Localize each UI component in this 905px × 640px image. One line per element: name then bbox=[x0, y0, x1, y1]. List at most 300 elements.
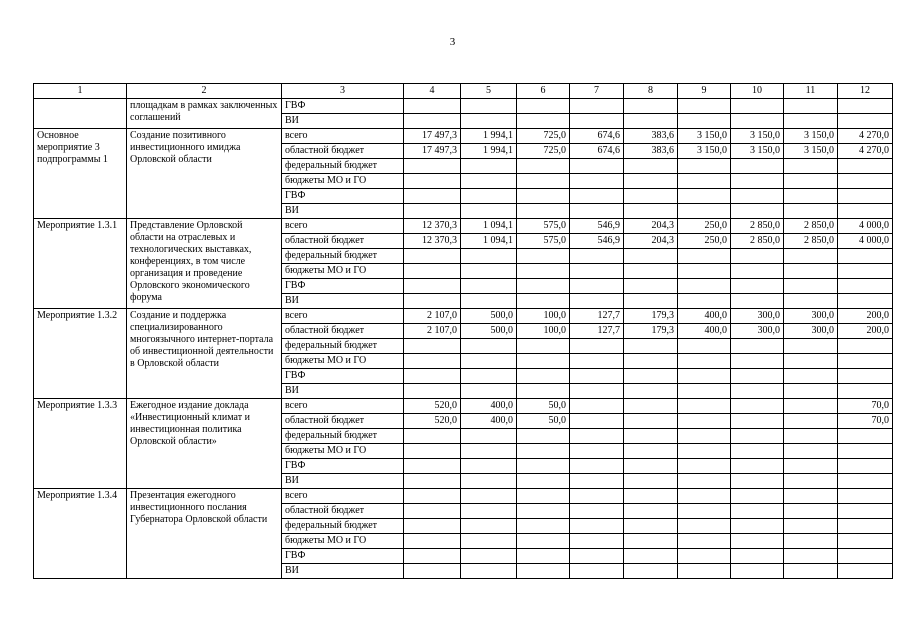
value-cell bbox=[517, 174, 570, 189]
value-cell bbox=[624, 534, 678, 549]
value-cell bbox=[570, 99, 624, 114]
value-cell bbox=[517, 384, 570, 399]
value-cell: 2 850,0 bbox=[784, 219, 838, 234]
value-cell bbox=[838, 489, 893, 504]
value-cell bbox=[624, 489, 678, 504]
funding-source-cell: бюджеты МО и ГО bbox=[282, 534, 404, 549]
funding-source-cell: федеральный бюджет bbox=[282, 519, 404, 534]
value-cell bbox=[678, 204, 731, 219]
value-cell bbox=[731, 204, 784, 219]
value-cell bbox=[570, 249, 624, 264]
header-cell: 11 bbox=[784, 84, 838, 99]
value-cell bbox=[461, 474, 517, 489]
value-cell bbox=[838, 114, 893, 129]
value-cell bbox=[517, 204, 570, 219]
value-cell bbox=[678, 504, 731, 519]
value-cell bbox=[624, 279, 678, 294]
funding-source-cell: ВИ bbox=[282, 564, 404, 579]
value-cell bbox=[678, 384, 731, 399]
value-cell bbox=[517, 489, 570, 504]
value-cell: 500,0 bbox=[461, 324, 517, 339]
value-cell bbox=[461, 249, 517, 264]
value-cell bbox=[678, 399, 731, 414]
value-cell bbox=[570, 384, 624, 399]
value-cell bbox=[461, 444, 517, 459]
value-cell: 250,0 bbox=[678, 219, 731, 234]
value-cell bbox=[838, 444, 893, 459]
activity-code-cell bbox=[34, 99, 127, 129]
value-cell: 70,0 bbox=[838, 399, 893, 414]
value-cell bbox=[461, 354, 517, 369]
value-cell bbox=[678, 174, 731, 189]
value-cell bbox=[461, 189, 517, 204]
value-cell bbox=[624, 414, 678, 429]
value-cell bbox=[678, 339, 731, 354]
value-cell bbox=[624, 444, 678, 459]
value-cell: 400,0 bbox=[461, 414, 517, 429]
value-cell bbox=[404, 474, 461, 489]
value-cell: 400,0 bbox=[678, 309, 731, 324]
value-cell bbox=[404, 354, 461, 369]
value-cell bbox=[838, 504, 893, 519]
value-cell bbox=[404, 534, 461, 549]
activity-code-cell: Мероприятие 1.3.1 bbox=[34, 219, 127, 309]
value-cell: 2 850,0 bbox=[731, 234, 784, 249]
value-cell bbox=[838, 204, 893, 219]
value-cell bbox=[624, 294, 678, 309]
value-cell bbox=[404, 174, 461, 189]
value-cell bbox=[678, 264, 731, 279]
value-cell: 400,0 bbox=[678, 324, 731, 339]
value-cell bbox=[404, 249, 461, 264]
value-cell bbox=[731, 249, 784, 264]
value-cell bbox=[678, 279, 731, 294]
value-cell bbox=[678, 564, 731, 579]
value-cell: 200,0 bbox=[838, 324, 893, 339]
value-cell bbox=[784, 564, 838, 579]
value-cell bbox=[731, 534, 784, 549]
value-cell bbox=[517, 354, 570, 369]
header-cell: 10 bbox=[731, 84, 784, 99]
value-cell bbox=[461, 99, 517, 114]
value-cell bbox=[624, 189, 678, 204]
table-row bbox=[34, 219, 893, 234]
value-cell: 127,7 bbox=[570, 309, 624, 324]
value-cell bbox=[570, 444, 624, 459]
value-cell bbox=[461, 294, 517, 309]
value-cell: 520,0 bbox=[404, 414, 461, 429]
value-cell bbox=[678, 369, 731, 384]
value-cell bbox=[731, 369, 784, 384]
value-cell bbox=[404, 429, 461, 444]
value-cell: 1 094,1 bbox=[461, 219, 517, 234]
value-cell: 50,0 bbox=[517, 399, 570, 414]
value-cell bbox=[404, 264, 461, 279]
header-cell: 12 bbox=[838, 84, 893, 99]
funding-source-cell: бюджеты МО и ГО bbox=[282, 264, 404, 279]
value-cell: 3 150,0 bbox=[678, 144, 731, 159]
funding-source-cell: ГВФ bbox=[282, 369, 404, 384]
value-cell bbox=[570, 459, 624, 474]
value-cell bbox=[517, 429, 570, 444]
page-number: 3 bbox=[449, 36, 456, 48]
value-cell bbox=[461, 534, 517, 549]
value-cell bbox=[570, 519, 624, 534]
value-cell: 546,9 bbox=[570, 234, 624, 249]
value-cell: 674,6 bbox=[570, 144, 624, 159]
value-cell bbox=[404, 159, 461, 174]
funding-source-cell: областной бюджет bbox=[282, 144, 404, 159]
value-cell: 500,0 bbox=[461, 309, 517, 324]
value-cell bbox=[731, 114, 784, 129]
value-cell bbox=[678, 429, 731, 444]
value-cell: 3 150,0 bbox=[784, 129, 838, 144]
value-cell: 575,0 bbox=[517, 219, 570, 234]
value-cell bbox=[784, 114, 838, 129]
value-cell bbox=[838, 279, 893, 294]
value-cell: 4 000,0 bbox=[838, 234, 893, 249]
value-cell bbox=[731, 354, 784, 369]
value-cell bbox=[461, 489, 517, 504]
value-cell: 2 850,0 bbox=[731, 219, 784, 234]
funding-source-cell: ГВФ bbox=[282, 459, 404, 474]
value-cell bbox=[784, 384, 838, 399]
value-cell: 70,0 bbox=[838, 414, 893, 429]
value-cell bbox=[624, 399, 678, 414]
value-cell bbox=[784, 99, 838, 114]
value-cell bbox=[461, 114, 517, 129]
value-cell: 520,0 bbox=[404, 399, 461, 414]
value-cell bbox=[678, 249, 731, 264]
value-cell: 400,0 bbox=[461, 399, 517, 414]
value-cell bbox=[838, 519, 893, 534]
value-cell bbox=[517, 564, 570, 579]
value-cell: 3 150,0 bbox=[731, 129, 784, 144]
value-cell bbox=[624, 114, 678, 129]
value-cell bbox=[731, 279, 784, 294]
value-cell bbox=[784, 504, 838, 519]
funding-source-cell: ВИ bbox=[282, 474, 404, 489]
value-cell bbox=[517, 249, 570, 264]
funding-source-cell: ВИ bbox=[282, 204, 404, 219]
value-cell bbox=[784, 549, 838, 564]
value-cell bbox=[461, 339, 517, 354]
value-cell bbox=[570, 399, 624, 414]
value-cell bbox=[838, 159, 893, 174]
value-cell bbox=[731, 459, 784, 474]
value-cell bbox=[731, 384, 784, 399]
value-cell: 300,0 bbox=[784, 309, 838, 324]
value-cell bbox=[570, 369, 624, 384]
value-cell bbox=[624, 369, 678, 384]
activity-code-cell: Мероприятие 1.3.4 bbox=[34, 489, 127, 579]
header-cell: 3 bbox=[282, 84, 404, 99]
value-cell bbox=[731, 189, 784, 204]
value-cell bbox=[784, 369, 838, 384]
value-cell bbox=[517, 99, 570, 114]
value-cell: 1 994,1 bbox=[461, 144, 517, 159]
value-cell bbox=[678, 354, 731, 369]
value-cell bbox=[461, 279, 517, 294]
value-cell bbox=[784, 489, 838, 504]
value-cell bbox=[404, 519, 461, 534]
value-cell bbox=[731, 564, 784, 579]
value-cell bbox=[517, 114, 570, 129]
value-cell bbox=[624, 174, 678, 189]
value-cell bbox=[517, 159, 570, 174]
value-cell bbox=[624, 99, 678, 114]
value-cell bbox=[517, 279, 570, 294]
value-cell bbox=[624, 564, 678, 579]
value-cell bbox=[838, 264, 893, 279]
value-cell bbox=[570, 204, 624, 219]
value-cell bbox=[731, 504, 784, 519]
header-row bbox=[34, 84, 893, 99]
value-cell bbox=[731, 174, 784, 189]
value-cell: 1 094,1 bbox=[461, 234, 517, 249]
funding-source-cell: областной бюджет bbox=[282, 234, 404, 249]
value-cell bbox=[461, 519, 517, 534]
value-cell bbox=[838, 459, 893, 474]
funding-source-cell: всего bbox=[282, 399, 404, 414]
funding-source-cell: всего bbox=[282, 309, 404, 324]
value-cell bbox=[731, 549, 784, 564]
value-cell bbox=[461, 549, 517, 564]
value-cell: 1 994,1 bbox=[461, 129, 517, 144]
value-cell bbox=[461, 264, 517, 279]
funding-source-cell: федеральный бюджет bbox=[282, 249, 404, 264]
activity-code-cell: Мероприятие 1.3.2 bbox=[34, 309, 127, 399]
value-cell: 179,3 bbox=[624, 309, 678, 324]
header-cell: 8 bbox=[624, 84, 678, 99]
funding-source-cell: ГВФ bbox=[282, 279, 404, 294]
value-cell bbox=[570, 534, 624, 549]
value-cell bbox=[731, 474, 784, 489]
value-cell bbox=[570, 264, 624, 279]
table-row bbox=[34, 489, 893, 504]
value-cell: 17 497,3 bbox=[404, 144, 461, 159]
value-cell: 4 270,0 bbox=[838, 129, 893, 144]
value-cell bbox=[624, 429, 678, 444]
value-cell bbox=[570, 429, 624, 444]
value-cell bbox=[404, 489, 461, 504]
value-cell bbox=[784, 459, 838, 474]
value-cell bbox=[404, 204, 461, 219]
value-cell: 383,6 bbox=[624, 129, 678, 144]
funding-source-cell: бюджеты МО и ГО bbox=[282, 444, 404, 459]
value-cell bbox=[624, 339, 678, 354]
value-cell bbox=[838, 564, 893, 579]
value-cell: 2 850,0 bbox=[784, 234, 838, 249]
header-cell: 4 bbox=[404, 84, 461, 99]
value-cell bbox=[838, 339, 893, 354]
value-cell bbox=[678, 519, 731, 534]
value-cell bbox=[624, 519, 678, 534]
funding-source-cell: ГВФ bbox=[282, 549, 404, 564]
value-cell bbox=[731, 414, 784, 429]
value-cell bbox=[838, 174, 893, 189]
value-cell bbox=[404, 189, 461, 204]
value-cell bbox=[624, 459, 678, 474]
value-cell bbox=[784, 279, 838, 294]
value-cell: 4 000,0 bbox=[838, 219, 893, 234]
value-cell: 2 107,0 bbox=[404, 324, 461, 339]
funding-source-cell: всего bbox=[282, 219, 404, 234]
funding-source-cell: федеральный бюджет bbox=[282, 159, 404, 174]
value-cell bbox=[570, 354, 624, 369]
value-cell bbox=[517, 474, 570, 489]
funding-source-cell: областной бюджет bbox=[282, 324, 404, 339]
funding-source-cell: ВИ bbox=[282, 114, 404, 129]
value-cell bbox=[404, 384, 461, 399]
value-cell: 300,0 bbox=[784, 324, 838, 339]
value-cell bbox=[624, 549, 678, 564]
table-body bbox=[34, 84, 893, 579]
value-cell bbox=[678, 489, 731, 504]
value-cell bbox=[784, 429, 838, 444]
value-cell bbox=[570, 174, 624, 189]
value-cell bbox=[404, 549, 461, 564]
value-cell: 200,0 bbox=[838, 309, 893, 324]
header-cell: 1 bbox=[34, 84, 127, 99]
value-cell bbox=[461, 429, 517, 444]
value-cell bbox=[404, 294, 461, 309]
value-cell bbox=[517, 444, 570, 459]
value-cell: 2 107,0 bbox=[404, 309, 461, 324]
value-cell bbox=[517, 369, 570, 384]
value-cell bbox=[570, 339, 624, 354]
value-cell bbox=[678, 534, 731, 549]
value-cell: 100,0 bbox=[517, 324, 570, 339]
value-cell bbox=[731, 399, 784, 414]
funding-source-cell: бюджеты МО и ГО bbox=[282, 174, 404, 189]
value-cell bbox=[784, 339, 838, 354]
value-cell bbox=[404, 339, 461, 354]
value-cell: 3 150,0 bbox=[731, 144, 784, 159]
activity-code-cell: Мероприятие 1.3.3 bbox=[34, 399, 127, 489]
value-cell bbox=[731, 99, 784, 114]
value-cell: 674,6 bbox=[570, 129, 624, 144]
value-cell: 725,0 bbox=[517, 129, 570, 144]
table-row bbox=[34, 129, 893, 144]
value-cell bbox=[461, 504, 517, 519]
value-cell bbox=[517, 534, 570, 549]
value-cell bbox=[784, 474, 838, 489]
header-cell: 5 bbox=[461, 84, 517, 99]
value-cell bbox=[678, 99, 731, 114]
value-cell bbox=[624, 249, 678, 264]
table-row bbox=[34, 309, 893, 324]
value-cell bbox=[838, 549, 893, 564]
value-cell: 383,6 bbox=[624, 144, 678, 159]
value-cell bbox=[678, 159, 731, 174]
value-cell bbox=[838, 429, 893, 444]
value-cell bbox=[570, 114, 624, 129]
funding-source-cell: областной бюджет bbox=[282, 504, 404, 519]
funding-table bbox=[33, 83, 893, 579]
value-cell bbox=[784, 264, 838, 279]
value-cell bbox=[838, 249, 893, 264]
value-cell: 546,9 bbox=[570, 219, 624, 234]
value-cell bbox=[784, 249, 838, 264]
value-cell bbox=[570, 504, 624, 519]
value-cell bbox=[731, 489, 784, 504]
value-cell bbox=[784, 189, 838, 204]
activity-name-cell: Презентация ежегодного инвестиционного послания Губернатора Орловской области bbox=[127, 489, 282, 579]
value-cell bbox=[838, 354, 893, 369]
funding-source-cell: всего bbox=[282, 489, 404, 504]
funding-source-cell: ГВФ bbox=[282, 99, 404, 114]
value-cell: 12 370,3 bbox=[404, 234, 461, 249]
value-cell bbox=[461, 369, 517, 384]
value-cell bbox=[731, 519, 784, 534]
value-cell bbox=[678, 414, 731, 429]
value-cell bbox=[517, 549, 570, 564]
value-cell bbox=[570, 489, 624, 504]
value-cell bbox=[517, 189, 570, 204]
value-cell bbox=[517, 504, 570, 519]
value-cell bbox=[404, 459, 461, 474]
value-cell: 50,0 bbox=[517, 414, 570, 429]
value-cell bbox=[624, 504, 678, 519]
value-cell bbox=[404, 99, 461, 114]
value-cell bbox=[784, 444, 838, 459]
value-cell: 575,0 bbox=[517, 234, 570, 249]
value-cell bbox=[784, 354, 838, 369]
activity-code-cell: Основное мероприятие 3 подпрограммы 1 bbox=[34, 129, 127, 219]
value-cell bbox=[784, 159, 838, 174]
value-cell bbox=[461, 159, 517, 174]
value-cell bbox=[570, 159, 624, 174]
activity-name-cell: Создание позитивного инвестиционного имиджа Орловской области bbox=[127, 129, 282, 219]
value-cell: 127,7 bbox=[570, 324, 624, 339]
value-cell bbox=[624, 159, 678, 174]
header-cell: 9 bbox=[678, 84, 731, 99]
value-cell: 12 370,3 bbox=[404, 219, 461, 234]
table-row bbox=[34, 99, 893, 114]
value-cell bbox=[731, 159, 784, 174]
activity-name-cell: Ежегодное издание доклада «Инвестиционный климат и инвестиционная политика Орловской области» bbox=[127, 399, 282, 489]
value-cell bbox=[838, 99, 893, 114]
value-cell bbox=[570, 564, 624, 579]
value-cell: 204,3 bbox=[624, 219, 678, 234]
value-cell: 725,0 bbox=[517, 144, 570, 159]
header-cell: 2 bbox=[127, 84, 282, 99]
value-cell bbox=[678, 444, 731, 459]
value-cell bbox=[624, 204, 678, 219]
value-cell bbox=[461, 459, 517, 474]
value-cell bbox=[784, 519, 838, 534]
funding-source-cell: федеральный бюджет bbox=[282, 429, 404, 444]
activity-name-cell: Создание и поддержка специализированного многоязычного интернет-портала об инвестиционной деятельности в Орловской области bbox=[127, 309, 282, 399]
value-cell bbox=[784, 414, 838, 429]
value-cell bbox=[570, 414, 624, 429]
value-cell: 179,3 bbox=[624, 324, 678, 339]
value-cell bbox=[517, 339, 570, 354]
value-cell bbox=[678, 459, 731, 474]
value-cell bbox=[624, 384, 678, 399]
value-cell bbox=[784, 174, 838, 189]
value-cell bbox=[731, 294, 784, 309]
value-cell bbox=[731, 264, 784, 279]
value-cell bbox=[838, 189, 893, 204]
value-cell bbox=[784, 399, 838, 414]
value-cell bbox=[731, 339, 784, 354]
value-cell bbox=[838, 474, 893, 489]
value-cell: 4 270,0 bbox=[838, 144, 893, 159]
value-cell bbox=[624, 474, 678, 489]
value-cell bbox=[784, 534, 838, 549]
